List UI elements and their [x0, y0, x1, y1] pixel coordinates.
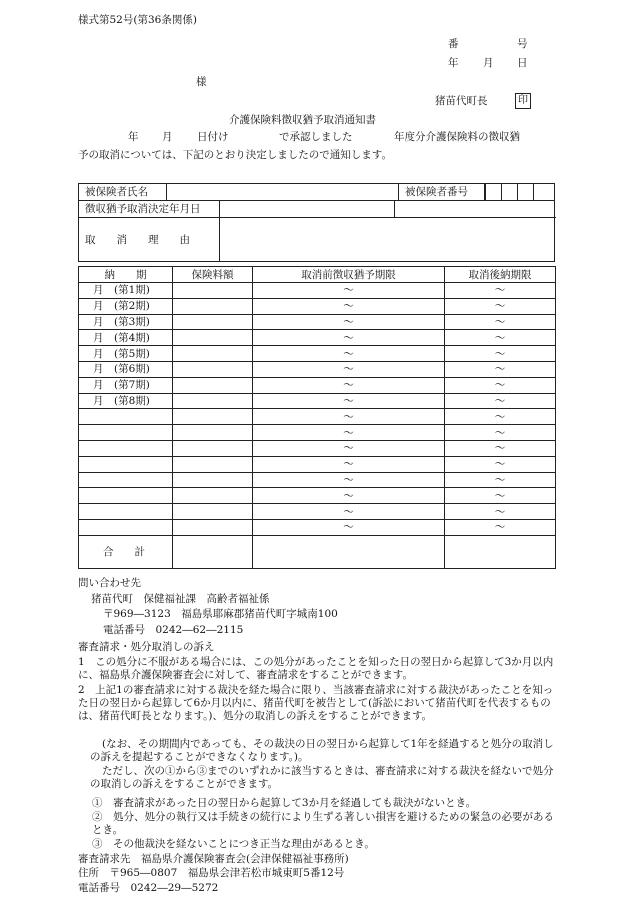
period-cell[interactable]: 月 (第8期) [79, 393, 173, 409]
table-row [79, 425, 556, 441]
amount-cell[interactable] [173, 409, 253, 425]
table-row [79, 488, 556, 504]
number-suffix: 号 [517, 38, 528, 50]
after-deadline-cell[interactable]: ～ [445, 519, 556, 535]
appeal-p4: ただし、次の①から③までのいずれかに該当するときは、審査請求に対する裁決を経ないで処分の取消しの訴えをすることができます。 [90, 765, 554, 790]
after-deadline-cell[interactable]: ～ [445, 346, 556, 362]
period-cell[interactable] [79, 425, 173, 441]
before-deadline-cell[interactable]: ～ [253, 283, 445, 299]
table-row [79, 314, 556, 330]
amount-cell[interactable] [173, 314, 253, 330]
amount-cell[interactable] [173, 298, 253, 314]
table-row [79, 346, 556, 362]
insured-number-field[interactable] [485, 184, 549, 200]
table-row [79, 330, 556, 346]
after-deadline-cell[interactable]: ～ [445, 377, 556, 393]
total-after-cell[interactable] [445, 535, 556, 568]
after-deadline-cell[interactable]: ～ [445, 314, 556, 330]
intro-fiscal-year: 年度分介護保険料の徴収猶 [394, 131, 520, 143]
amount-cell[interactable] [173, 504, 253, 520]
after-deadline-cell[interactable]: ～ [445, 409, 556, 425]
amount-cell[interactable] [173, 361, 253, 377]
after-deadline-cell[interactable]: ～ [445, 361, 556, 377]
intro-month: 月 [162, 131, 173, 143]
before-deadline-cell[interactable]: ～ [253, 488, 445, 504]
reason-field[interactable] [220, 217, 554, 261]
contact-address: 〒969―3123 福島県耶麻郡猪苗代町字城南100 [103, 608, 338, 620]
table-row [79, 393, 556, 409]
after-deadline-cell[interactable]: ～ [445, 472, 556, 488]
payment-schedule-table [78, 266, 556, 569]
table-row [79, 472, 556, 488]
date-month: 月 [483, 57, 494, 69]
amount-cell[interactable] [173, 346, 253, 362]
after-deadline-cell[interactable]: ～ [445, 298, 556, 314]
after-deadline-cell[interactable]: ～ [445, 283, 556, 299]
appeal-condition-1: ① 審査請求があった日の翌日から起算して3か月を経過しても裁決がないとき。 [92, 797, 477, 809]
intro-line2: 予の取消については、下記のとおり決定しましたので通知します。 [78, 149, 392, 161]
period-cell[interactable] [79, 488, 173, 504]
amount-cell[interactable] [173, 425, 253, 441]
amount-cell[interactable] [173, 456, 253, 472]
before-deadline-cell[interactable]: ～ [253, 361, 445, 377]
after-deadline-cell[interactable]: ～ [445, 504, 556, 520]
appeal-heading: 審査請求・処分取消しの訴え [78, 641, 215, 653]
before-deadline-cell[interactable]: ～ [253, 393, 445, 409]
amount-cell[interactable] [173, 377, 253, 393]
period-cell[interactable]: 月 (第3期) [79, 314, 173, 330]
appeal-p2: 2 上記1の審査請求に対する裁決を経た場合に限り、当該審査請求に対する裁決があったことを知った日の翌日から起算して6か月以内に、猪苗代町を被告として(訴訟において猪苗代町を代表するものは、猪苗代町長となります。)、処分の取消しの訴えをすることができます。 [78, 684, 554, 722]
issuer-name: 猪苗代町長 [435, 95, 488, 107]
period-cell[interactable] [79, 519, 173, 535]
period-cell[interactable]: 月 (第7期) [79, 377, 173, 393]
document-title: 介護保険料徴収猶予取消通知書 [229, 114, 376, 126]
contact-phone: 電話番号 0242―62―2115 [103, 624, 244, 636]
intro-approved: で承認しました [279, 131, 353, 143]
after-deadline-cell[interactable]: ～ [445, 393, 556, 409]
reason-label: 取 消 理 由 [85, 234, 190, 246]
after-deadline-cell[interactable]: ～ [445, 425, 556, 441]
table-row [79, 283, 556, 299]
appeal-condition-2: ② 処分、処分の執行又は手続きの続行により生ずる著しい損害を避けるための緊急の必要があるとき。 [92, 811, 554, 836]
total-row [79, 535, 556, 568]
amount-cell[interactable] [173, 393, 253, 409]
number-label: 番 [448, 38, 459, 50]
date-day: 日 [517, 57, 528, 69]
amount-cell[interactable] [173, 488, 253, 504]
amount-cell[interactable] [173, 283, 253, 299]
after-deadline-cell[interactable]: ～ [445, 488, 556, 504]
period-cell[interactable] [79, 504, 173, 520]
before-deadline-cell[interactable]: ～ [253, 440, 445, 456]
info-box [78, 183, 555, 262]
amount-cell[interactable] [173, 440, 253, 456]
after-deadline-cell[interactable]: ～ [445, 456, 556, 472]
insured-name-field[interactable] [167, 184, 399, 200]
before-deadline-cell[interactable]: ～ [253, 472, 445, 488]
period-cell[interactable] [79, 456, 173, 472]
before-deadline-cell[interactable]: ～ [253, 377, 445, 393]
decision-date-label: 徴収猶予取消決定年月日 [85, 203, 201, 215]
period-cell[interactable]: 月 (第4期) [79, 330, 173, 346]
total-amount-cell[interactable] [173, 535, 253, 568]
amount-cell[interactable] [173, 472, 253, 488]
before-deadline-cell[interactable]: ～ [253, 504, 445, 520]
appeal-destination: 審査請求先 福島県介護保険審査会(会津保健福祉事務所) [78, 853, 349, 865]
contact-heading: 問い合わせ先 [78, 577, 141, 589]
contact-office: 猪苗代町 保健福祉課 高齢者福祉係 [91, 593, 270, 605]
intro-year: 年 [128, 131, 139, 143]
before-deadline-cell[interactable]: ～ [253, 346, 445, 362]
table-row [79, 456, 556, 472]
after-deadline-cell[interactable]: ～ [445, 330, 556, 346]
before-deadline-cell[interactable]: ～ [253, 519, 445, 535]
table-row [79, 298, 556, 314]
amount-cell[interactable] [173, 519, 253, 535]
period-cell[interactable] [79, 472, 173, 488]
addressee-suffix: 様 [196, 76, 207, 88]
total-label: 合 計 [79, 535, 173, 568]
appeal-destination-phone: 電話番号 0242―29―5272 [78, 882, 219, 894]
seal-mark: 印 [515, 93, 531, 109]
table-row [79, 409, 556, 425]
table-row [79, 504, 556, 520]
total-before-cell[interactable] [253, 535, 445, 568]
before-deadline-cell[interactable]: ～ [253, 330, 445, 346]
before-deadline-cell[interactable]: ～ [253, 425, 445, 441]
appeal-destination-address: 住所 〒965―0807 福島県会津若松市城東町5番12号 [78, 867, 345, 879]
decision-date-field[interactable] [220, 200, 395, 217]
header-period: 納 期 [79, 267, 173, 283]
period-cell[interactable]: 月 (第6期) [79, 361, 173, 377]
appeal-p1: 1 この処分に不服がある場合には、この処分があったことを知った日の翌日から起算して3か月以内に、福島県介護保険審査会に対して、審査請求をすることができます。 [78, 656, 554, 681]
table-row [79, 519, 556, 535]
amount-cell[interactable] [173, 330, 253, 346]
before-deadline-cell[interactable]: ～ [253, 298, 445, 314]
before-deadline-cell[interactable]: ～ [253, 456, 445, 472]
period-cell[interactable]: 月 (第2期) [79, 298, 173, 314]
appeal-p3: (なお、その期間内であっても、その裁決の日の翌日から起算して1年を経過すると処分の取消しの訴えを提起することができなくなります。)。 [90, 738, 554, 763]
period-cell[interactable]: 月 (第1期) [79, 283, 173, 299]
form-number: 様式第52号(第36条関係) [78, 14, 197, 26]
table-row [79, 361, 556, 377]
insured-name-label: 被保険者氏名 [85, 186, 148, 198]
header-after-deadline: 取消後納期限 [445, 267, 556, 283]
table-row [79, 440, 556, 456]
appeal-condition-3: ③ その他裁決を経ないことにつき正当な理由があるとき。 [92, 838, 375, 850]
period-cell[interactable] [79, 440, 173, 456]
header-amount: 保険料額 [173, 267, 253, 283]
after-deadline-cell[interactable]: ～ [445, 440, 556, 456]
period-cell[interactable] [79, 409, 173, 425]
insured-number-label: 被保険者番号 [405, 186, 468, 198]
table-header-row [79, 267, 556, 283]
period-cell[interactable]: 月 (第5期) [79, 346, 173, 362]
before-deadline-cell[interactable]: ～ [253, 409, 445, 425]
intro-day: 日付け [197, 131, 229, 143]
before-deadline-cell[interactable]: ～ [253, 314, 445, 330]
date-year: 年 [448, 57, 459, 69]
header-before-deadline: 取消前徴収猶予期限 [253, 267, 445, 283]
table-row [79, 377, 556, 393]
